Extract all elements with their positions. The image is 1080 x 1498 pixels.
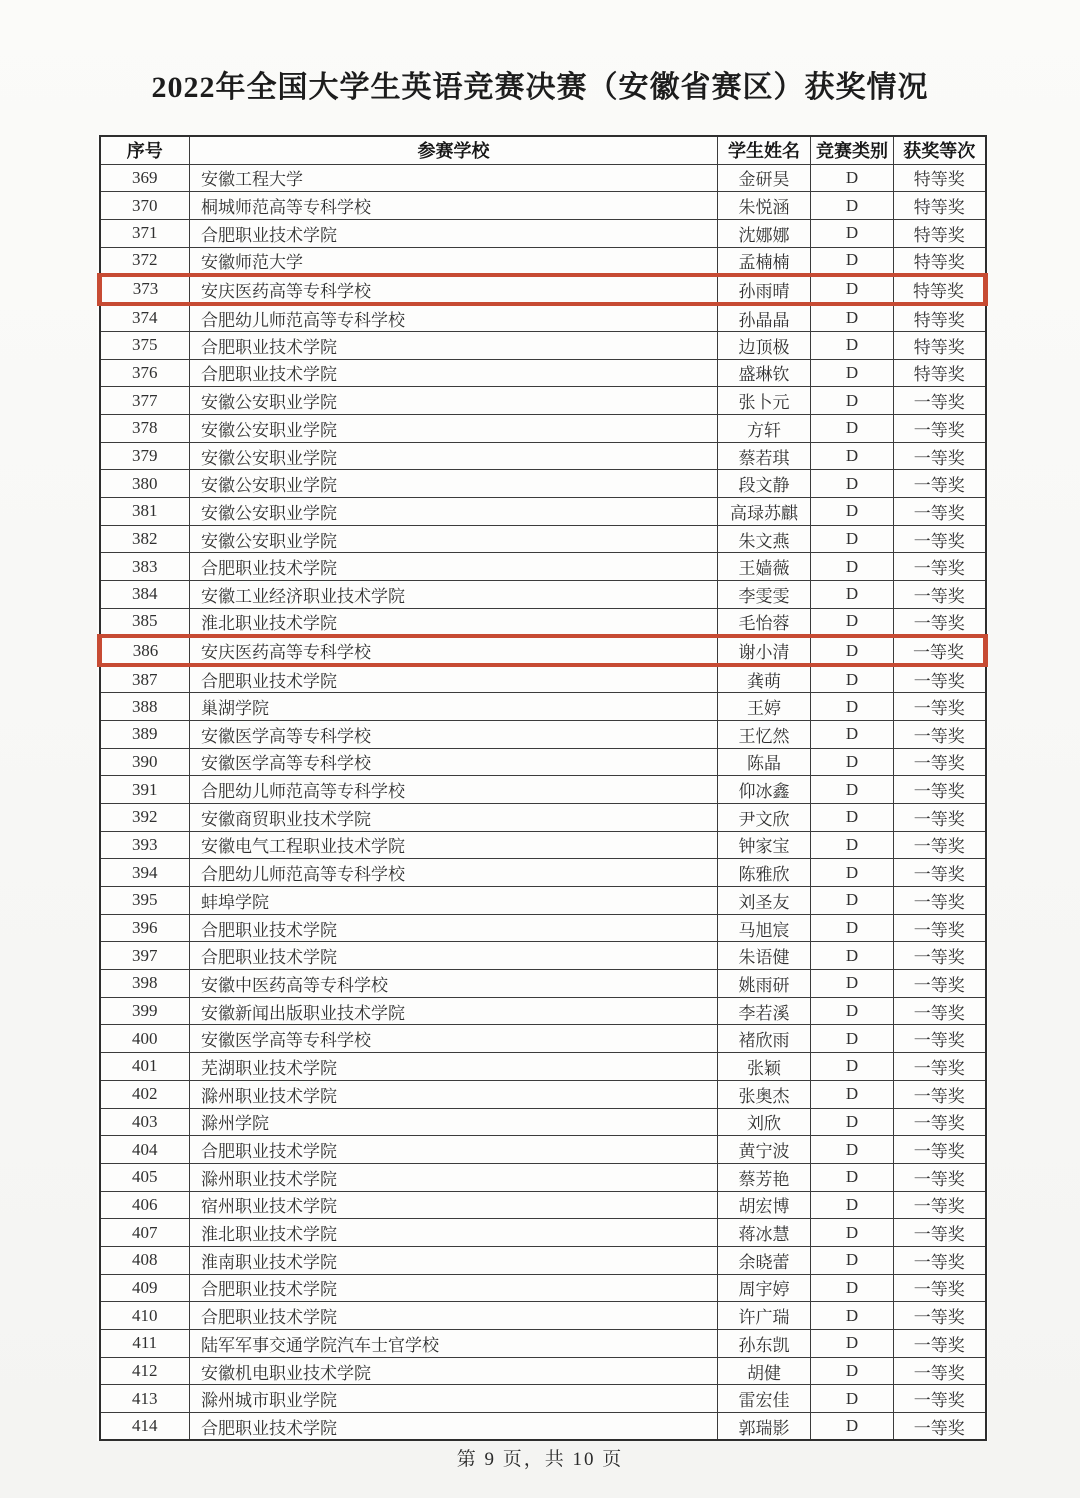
cell-student-name: 张颖	[718, 1053, 811, 1081]
cell-category: D	[811, 219, 894, 247]
cell-serial: 389	[100, 720, 190, 748]
cell-serial: 386	[100, 636, 190, 665]
table-row	[100, 748, 986, 776]
table-row	[100, 442, 986, 470]
cell-award: 一等奖	[894, 1080, 986, 1108]
cell-student-name: 朱文燕	[718, 525, 811, 553]
cell-student-name: 仰冰鑫	[718, 776, 811, 804]
cell-school: 合肥职业技术学院	[190, 942, 718, 970]
cell-category: D	[811, 331, 894, 359]
cell-student-name: 谢小清	[718, 636, 811, 665]
cell-serial: 383	[100, 553, 190, 581]
cell-serial: 372	[100, 247, 190, 275]
cell-category: D	[811, 803, 894, 831]
table-row	[100, 776, 986, 804]
cell-serial: 374	[100, 304, 190, 332]
cell-school: 安徽机电职业技术学院	[190, 1357, 718, 1385]
table-row	[100, 720, 986, 748]
table-row	[100, 914, 986, 942]
cell-student-name: 李若溪	[718, 997, 811, 1025]
cell-serial: 391	[100, 776, 190, 804]
cell-serial: 369	[100, 164, 190, 192]
table-row	[100, 219, 986, 247]
cell-school: 蚌埠学院	[190, 887, 718, 915]
cell-award: 一等奖	[894, 776, 986, 804]
cell-award: 一等奖	[894, 553, 986, 581]
cell-award: 一等奖	[894, 387, 986, 415]
cell-award: 一等奖	[894, 1025, 986, 1053]
table-row	[100, 1053, 986, 1081]
cell-student-name: 马旭宸	[718, 914, 811, 942]
cell-serial: 377	[100, 387, 190, 415]
cell-award: 一等奖	[894, 1357, 986, 1385]
cell-serial: 390	[100, 748, 190, 776]
cell-category: D	[811, 1357, 894, 1385]
cell-category: D	[811, 1080, 894, 1108]
table-row	[100, 1357, 986, 1385]
table-row	[100, 1191, 986, 1219]
cell-student-name: 褚欣雨	[718, 1025, 811, 1053]
cell-category: D	[811, 442, 894, 470]
table-row	[100, 470, 986, 498]
awards-table	[97, 135, 988, 1441]
table-row	[100, 1219, 986, 1247]
cell-school: 安徽公安职业学院	[190, 387, 718, 415]
table-row	[100, 997, 986, 1025]
table-row	[100, 1246, 986, 1274]
cell-category: D	[811, 415, 894, 443]
cell-award: 一等奖	[894, 1302, 986, 1330]
cell-student-name: 张奥杰	[718, 1080, 811, 1108]
cell-school: 淮南职业技术学院	[190, 1246, 718, 1274]
table-row	[100, 1136, 986, 1164]
cell-category: D	[811, 1274, 894, 1302]
cell-award: 特等奖	[894, 247, 986, 275]
cell-school: 滁州学院	[190, 1108, 718, 1136]
cell-school: 陆军军事交通学院汽车士官学校	[190, 1330, 718, 1358]
cell-student-name: 龚萌	[718, 665, 811, 693]
cell-serial: 382	[100, 525, 190, 553]
cell-serial: 388	[100, 693, 190, 721]
cell-school: 安徽公安职业学院	[190, 470, 718, 498]
cell-category: D	[811, 1302, 894, 1330]
cell-student-name: 蒋冰慧	[718, 1219, 811, 1247]
cell-student-name: 张卜元	[718, 387, 811, 415]
cell-school: 合肥职业技术学院	[190, 553, 718, 581]
cell-award: 特等奖	[894, 219, 986, 247]
cell-school: 安徽公安职业学院	[190, 525, 718, 553]
table-row	[100, 1163, 986, 1191]
cell-school: 合肥幼儿师范高等专科学校	[190, 859, 718, 887]
cell-serial: 404	[100, 1136, 190, 1164]
table-row	[100, 1413, 986, 1441]
table-row-highlighted	[100, 275, 986, 304]
cell-serial: 411	[100, 1330, 190, 1358]
cell-school: 合肥幼儿师范高等专科学校	[190, 304, 718, 332]
cell-category: D	[811, 970, 894, 998]
cell-student-name: 孙东凯	[718, 1330, 811, 1358]
cell-category: D	[811, 748, 894, 776]
cell-category: D	[811, 164, 894, 192]
cell-serial: 401	[100, 1053, 190, 1081]
table-row	[100, 1108, 986, 1136]
cell-school: 安徽医学高等专科学校	[190, 720, 718, 748]
cell-category: D	[811, 665, 894, 693]
cell-award: 一等奖	[894, 1108, 986, 1136]
cell-school: 安徽新闻出版职业技术学院	[190, 997, 718, 1025]
cell-award: 一等奖	[894, 608, 986, 636]
cell-serial: 385	[100, 608, 190, 636]
cell-serial: 381	[100, 498, 190, 526]
table-row	[100, 1330, 986, 1358]
table-row	[100, 304, 986, 332]
cell-category: D	[811, 525, 894, 553]
column-header-student: 学生姓名	[718, 136, 811, 164]
cell-student-name: 孟楠楠	[718, 247, 811, 275]
table-row	[100, 1385, 986, 1413]
cell-student-name: 高琭苏麒	[718, 498, 811, 526]
cell-category: D	[811, 581, 894, 609]
cell-category: D	[811, 942, 894, 970]
cell-student-name: 段文静	[718, 470, 811, 498]
cell-school: 安徽公安职业学院	[190, 442, 718, 470]
cell-student-name: 陈雅欣	[718, 859, 811, 887]
cell-award: 一等奖	[894, 1053, 986, 1081]
cell-award: 一等奖	[894, 693, 986, 721]
cell-award: 特等奖	[894, 275, 986, 304]
cell-school: 合肥职业技术学院	[190, 359, 718, 387]
cell-award: 一等奖	[894, 525, 986, 553]
cell-student-name: 雷宏佳	[718, 1385, 811, 1413]
cell-award: 一等奖	[894, 498, 986, 526]
cell-award: 一等奖	[894, 581, 986, 609]
cell-serial: 387	[100, 665, 190, 693]
cell-award: 一等奖	[894, 887, 986, 915]
cell-school: 安徽师范大学	[190, 247, 718, 275]
cell-serial: 394	[100, 859, 190, 887]
cell-student-name: 蔡芳艳	[718, 1163, 811, 1191]
cell-category: D	[811, 1330, 894, 1358]
cell-category: D	[811, 776, 894, 804]
cell-serial: 405	[100, 1163, 190, 1191]
cell-student-name: 刘圣友	[718, 887, 811, 915]
cell-school: 合肥职业技术学院	[190, 331, 718, 359]
cell-category: D	[811, 1219, 894, 1247]
cell-category: D	[811, 304, 894, 332]
cell-school: 淮北职业技术学院	[190, 608, 718, 636]
cell-serial: 412	[100, 1357, 190, 1385]
table-row	[100, 608, 986, 636]
cell-category: D	[811, 1413, 894, 1441]
cell-student-name: 孙晶晶	[718, 304, 811, 332]
cell-school: 滁州职业技术学院	[190, 1163, 718, 1191]
cell-award: 特等奖	[894, 331, 986, 359]
cell-student-name: 郭瑞影	[718, 1413, 811, 1441]
table-row	[100, 331, 986, 359]
page-footer: 第 9 页，共 10 页	[456, 1449, 624, 1470]
cell-school: 安徽工程大学	[190, 164, 718, 192]
table-header	[100, 136, 986, 164]
cell-student-name: 沈娜娜	[718, 219, 811, 247]
cell-award: 一等奖	[894, 859, 986, 887]
table-body	[100, 164, 986, 1440]
cell-award: 一等奖	[894, 997, 986, 1025]
table-row	[100, 693, 986, 721]
cell-serial: 414	[100, 1413, 190, 1441]
cell-award: 特等奖	[894, 359, 986, 387]
cell-school: 合肥职业技术学院	[190, 219, 718, 247]
cell-award: 一等奖	[894, 442, 986, 470]
cell-school: 安徽商贸职业技术学院	[190, 803, 718, 831]
cell-category: D	[811, 359, 894, 387]
table-row	[100, 498, 986, 526]
cell-student-name: 边顶极	[718, 331, 811, 359]
cell-student-name: 李雯雯	[718, 581, 811, 609]
table-row	[100, 859, 986, 887]
cell-student-name: 毛怡蓉	[718, 608, 811, 636]
cell-serial: 410	[100, 1302, 190, 1330]
cell-award: 一等奖	[894, 470, 986, 498]
cell-category: D	[811, 192, 894, 220]
cell-award: 一等奖	[894, 1163, 986, 1191]
table-row	[100, 831, 986, 859]
cell-student-name: 金研昊	[718, 164, 811, 192]
cell-school: 合肥职业技术学院	[190, 1274, 718, 1302]
cell-award: 一等奖	[894, 1413, 986, 1441]
cell-school: 巢湖学院	[190, 693, 718, 721]
table-row	[100, 665, 986, 693]
cell-school: 宿州职业技术学院	[190, 1191, 718, 1219]
cell-serial: 393	[100, 831, 190, 859]
cell-award: 一等奖	[894, 1330, 986, 1358]
cell-award: 一等奖	[894, 1136, 986, 1164]
cell-student-name: 王婷	[718, 693, 811, 721]
cell-category: D	[811, 1053, 894, 1081]
cell-award: 一等奖	[894, 1246, 986, 1274]
cell-category: D	[811, 608, 894, 636]
cell-category: D	[811, 387, 894, 415]
cell-category: D	[811, 275, 894, 304]
cell-award: 一等奖	[894, 1219, 986, 1247]
table-row	[100, 359, 986, 387]
cell-award: 一等奖	[894, 415, 986, 443]
cell-school: 安徽电气工程职业技术学院	[190, 831, 718, 859]
cell-serial: 380	[100, 470, 190, 498]
cell-school: 安徽医学高等专科学校	[190, 1025, 718, 1053]
cell-school: 安徽医学高等专科学校	[190, 748, 718, 776]
cell-category: D	[811, 859, 894, 887]
table-row	[100, 887, 986, 915]
cell-serial: 402	[100, 1080, 190, 1108]
cell-student-name: 孙雨晴	[718, 275, 811, 304]
cell-award: 特等奖	[894, 164, 986, 192]
cell-student-name: 黄宁波	[718, 1136, 811, 1164]
cell-school: 滁州职业技术学院	[190, 1080, 718, 1108]
cell-award: 一等奖	[894, 831, 986, 859]
table-row	[100, 1025, 986, 1053]
cell-school: 安徽公安职业学院	[190, 415, 718, 443]
cell-category: D	[811, 997, 894, 1025]
cell-serial: 373	[100, 275, 190, 304]
cell-category: D	[811, 1025, 894, 1053]
table-row	[100, 1274, 986, 1302]
cell-award: 一等奖	[894, 914, 986, 942]
cell-student-name: 姚雨研	[718, 970, 811, 998]
cell-school: 芜湖职业技术学院	[190, 1053, 718, 1081]
cell-student-name: 王嫱薇	[718, 553, 811, 581]
cell-category: D	[811, 553, 894, 581]
cell-serial: 375	[100, 331, 190, 359]
table-row	[100, 387, 986, 415]
cell-category: D	[811, 887, 894, 915]
cell-serial: 384	[100, 581, 190, 609]
table-row	[100, 1080, 986, 1108]
cell-serial: 376	[100, 359, 190, 387]
cell-category: D	[811, 1108, 894, 1136]
cell-school: 安徽中医药高等专科学校	[190, 970, 718, 998]
cell-serial: 371	[100, 219, 190, 247]
table-row	[100, 581, 986, 609]
cell-award: 一等奖	[894, 720, 986, 748]
cell-school: 合肥职业技术学院	[190, 914, 718, 942]
cell-serial: 392	[100, 803, 190, 831]
cell-category: D	[811, 693, 894, 721]
cell-student-name: 刘欣	[718, 1108, 811, 1136]
cell-student-name: 朱语健	[718, 942, 811, 970]
cell-school: 桐城师范高等专科学校	[190, 192, 718, 220]
cell-award: 特等奖	[894, 304, 986, 332]
header-row	[100, 136, 986, 164]
cell-school: 合肥职业技术学院	[190, 1413, 718, 1441]
cell-award: 一等奖	[894, 803, 986, 831]
table-row	[100, 415, 986, 443]
cell-serial: 406	[100, 1191, 190, 1219]
column-header-award: 获奖等次	[894, 136, 986, 164]
table-row	[100, 164, 986, 192]
cell-category: D	[811, 1163, 894, 1191]
cell-serial: 395	[100, 887, 190, 915]
cell-serial: 400	[100, 1025, 190, 1053]
cell-student-name: 王忆然	[718, 720, 811, 748]
cell-category: D	[811, 831, 894, 859]
cell-serial: 378	[100, 415, 190, 443]
cell-school: 安徽公安职业学院	[190, 498, 718, 526]
cell-award: 一等奖	[894, 748, 986, 776]
table-row	[100, 525, 986, 553]
cell-serial: 398	[100, 970, 190, 998]
cell-student-name: 钟家宝	[718, 831, 811, 859]
cell-serial: 403	[100, 1108, 190, 1136]
cell-award: 一等奖	[894, 665, 986, 693]
page-title: 2022年全国大学生英语竞赛决赛（安徽省赛区）获奖情况	[151, 71, 929, 104]
cell-serial: 396	[100, 914, 190, 942]
column-header-category: 竞赛类别	[811, 136, 894, 164]
cell-student-name: 许广瑞	[718, 1302, 811, 1330]
cell-serial: 407	[100, 1219, 190, 1247]
cell-category: D	[811, 1246, 894, 1274]
cell-category: D	[811, 1385, 894, 1413]
cell-award: 一等奖	[894, 1191, 986, 1219]
cell-school: 合肥职业技术学院	[190, 1136, 718, 1164]
cell-student-name: 尹文欣	[718, 803, 811, 831]
cell-student-name: 盛琳钦	[718, 359, 811, 387]
table-row	[100, 970, 986, 998]
table-row	[100, 192, 986, 220]
cell-award: 一等奖	[894, 970, 986, 998]
cell-student-name: 周宇婷	[718, 1274, 811, 1302]
cell-award: 一等奖	[894, 1385, 986, 1413]
column-header-school: 参赛学校	[190, 136, 718, 164]
cell-student-name: 余晓蕾	[718, 1246, 811, 1274]
table-row	[100, 247, 986, 275]
cell-school: 合肥职业技术学院	[190, 665, 718, 693]
cell-school: 安庆医药高等专科学校	[190, 275, 718, 304]
cell-student-name: 方轩	[718, 415, 811, 443]
cell-award: 一等奖	[894, 942, 986, 970]
cell-school: 淮北职业技术学院	[190, 1219, 718, 1247]
cell-school: 安庆医药高等专科学校	[190, 636, 718, 665]
cell-student-name: 朱悦涵	[718, 192, 811, 220]
cell-student-name: 胡宏博	[718, 1191, 811, 1219]
cell-category: D	[811, 498, 894, 526]
cell-school: 合肥幼儿师范高等专科学校	[190, 776, 718, 804]
cell-student-name: 蔡若琪	[718, 442, 811, 470]
cell-category: D	[811, 636, 894, 665]
cell-award: 特等奖	[894, 192, 986, 220]
cell-award: 一等奖	[894, 636, 986, 665]
cell-student-name: 陈晶	[718, 748, 811, 776]
cell-category: D	[811, 914, 894, 942]
column-header-serial: 序号	[100, 136, 190, 164]
cell-school: 合肥职业技术学院	[190, 1302, 718, 1330]
cell-category: D	[811, 247, 894, 275]
cell-award: 一等奖	[894, 1274, 986, 1302]
cell-serial: 399	[100, 997, 190, 1025]
cell-serial: 397	[100, 942, 190, 970]
table-row	[100, 1302, 986, 1330]
cell-serial: 409	[100, 1274, 190, 1302]
table-row	[100, 803, 986, 831]
table-row-highlighted	[100, 636, 986, 665]
cell-serial: 408	[100, 1246, 190, 1274]
table-row	[100, 553, 986, 581]
cell-category: D	[811, 1191, 894, 1219]
table-row	[100, 942, 986, 970]
cell-serial: 413	[100, 1385, 190, 1413]
cell-school: 安徽工业经济职业技术学院	[190, 581, 718, 609]
cell-category: D	[811, 470, 894, 498]
cell-student-name: 胡健	[718, 1357, 811, 1385]
cell-category: D	[811, 1136, 894, 1164]
cell-school: 滁州城市职业学院	[190, 1385, 718, 1413]
cell-category: D	[811, 720, 894, 748]
cell-serial: 379	[100, 442, 190, 470]
cell-serial: 370	[100, 192, 190, 220]
